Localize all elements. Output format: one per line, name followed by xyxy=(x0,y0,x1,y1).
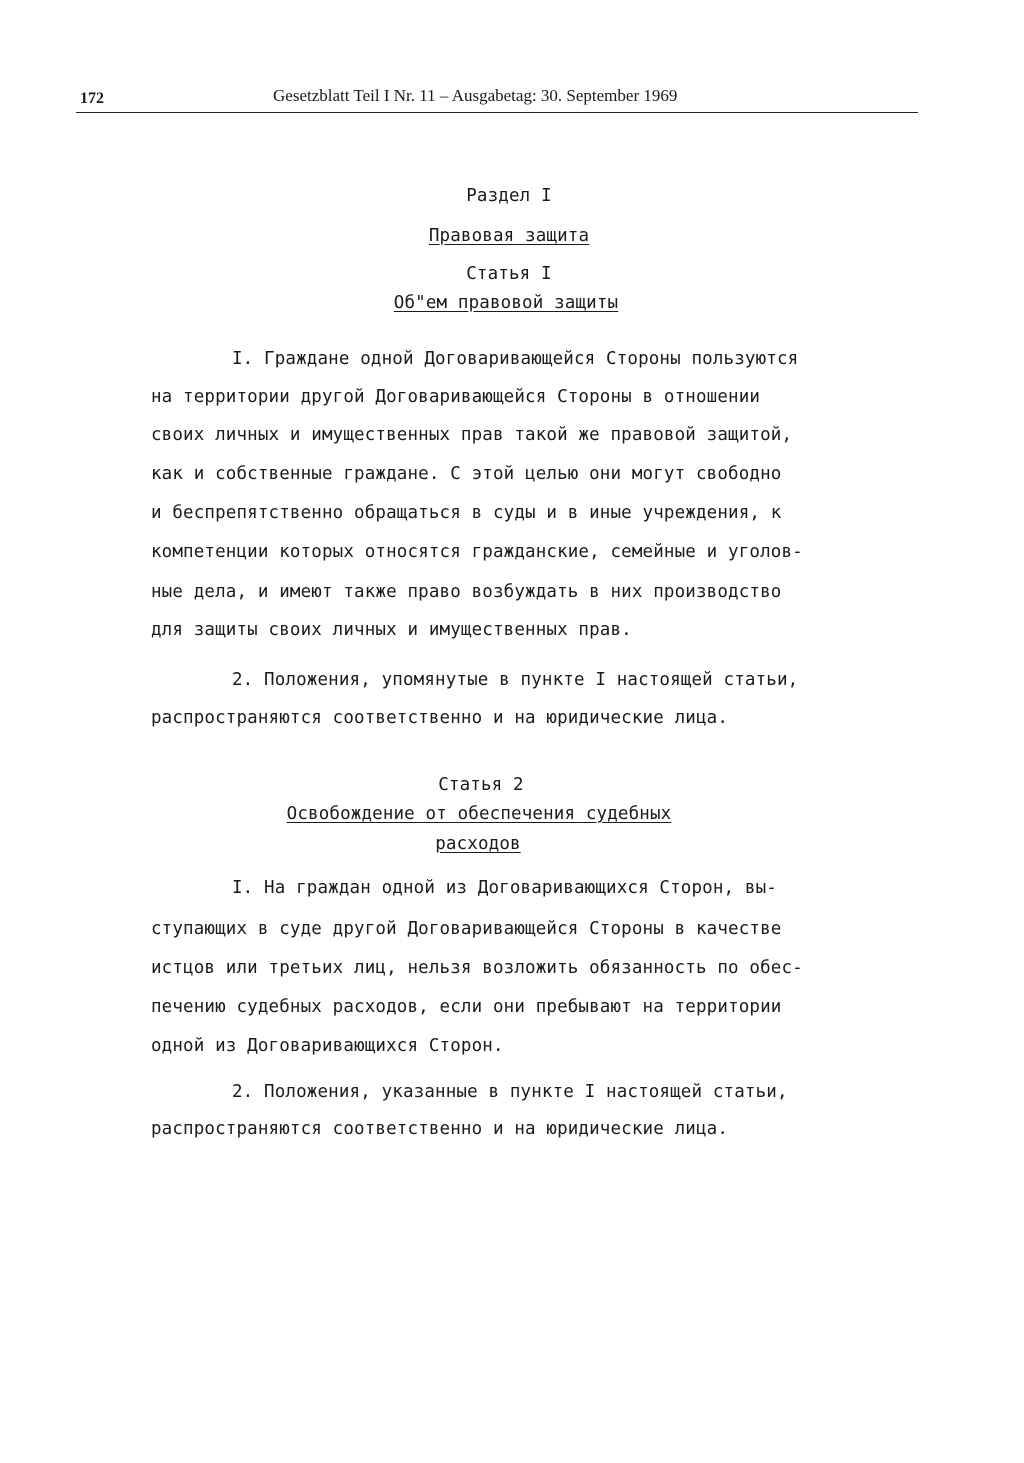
paragraph-line: печению судебных расходов, если они пребывают на территории xyxy=(151,997,782,1017)
article2-title-line2 xyxy=(0,834,990,854)
paragraph-line: своих личных и имущественных прав такой же правовой защитой, xyxy=(151,425,793,445)
article1-title xyxy=(0,293,1018,313)
paragraph-line: для защиты своих личных и имущественных прав. xyxy=(151,620,632,640)
paragraph-line: одной из Договаривающихся Сторон. xyxy=(151,1036,504,1056)
paragraph-line: распространяются соответственно и на юридические лица. xyxy=(151,1119,729,1139)
article2-title-line1 xyxy=(0,804,991,824)
section-label: Раздел I xyxy=(466,186,552,206)
paragraph-line: и беспрепятственно обращаться в суды и в иные учреждения, к xyxy=(151,503,782,523)
paragraph-line: истцов или третьих лиц, нельзя возложить обязанность по обес- xyxy=(151,958,803,978)
article2-label: Статья 2 xyxy=(438,775,524,795)
article2-title-text-1: Освобождение от обеспечения судебных xyxy=(286,804,672,824)
section-title-text: Правовая защита xyxy=(428,226,590,246)
paragraph-line: ные дела, и имеют также право возбуждать в них производство xyxy=(151,582,782,602)
paragraph-line: как и собственные граждане. С этой целью они могут свободно xyxy=(151,464,782,484)
page-header xyxy=(76,82,918,113)
article1-title-text: Об"ем правовой защиты xyxy=(393,293,619,313)
paragraph-line: на территории другой Договаривающейся Стороны в отношении xyxy=(151,387,761,407)
section-title xyxy=(0,226,1021,246)
article1-label: Статья I xyxy=(466,264,552,284)
paragraph-line: ступающих в суде другой Договаривающейся Стороны в качестве xyxy=(151,919,782,939)
paragraph-line: компетенции которых относятся гражданские, семейные и уголов- xyxy=(151,542,803,562)
article2-title-text-2: расходов xyxy=(435,834,521,854)
paragraph-line: распространяются соответственно и на юридические лица. xyxy=(151,708,729,728)
paragraph-line: 2. Положения, указанные в пункте I настоящей статьи, xyxy=(232,1082,788,1102)
paragraph-line: I. Граждане одной Договаривающейся Стороны пользуются xyxy=(232,349,799,369)
page-number: 172 xyxy=(80,90,104,107)
paragraph-line: I. На граждан одной из Договаривающихся Сторон, вы- xyxy=(232,878,777,898)
running-title: Gesetzblatt Teil I Nr. 11 – Ausgabetag: 30. September 1969 xyxy=(273,86,678,105)
paragraph-line: 2. Положения, упомянутые в пункте I настоящей статьи, xyxy=(232,670,799,690)
